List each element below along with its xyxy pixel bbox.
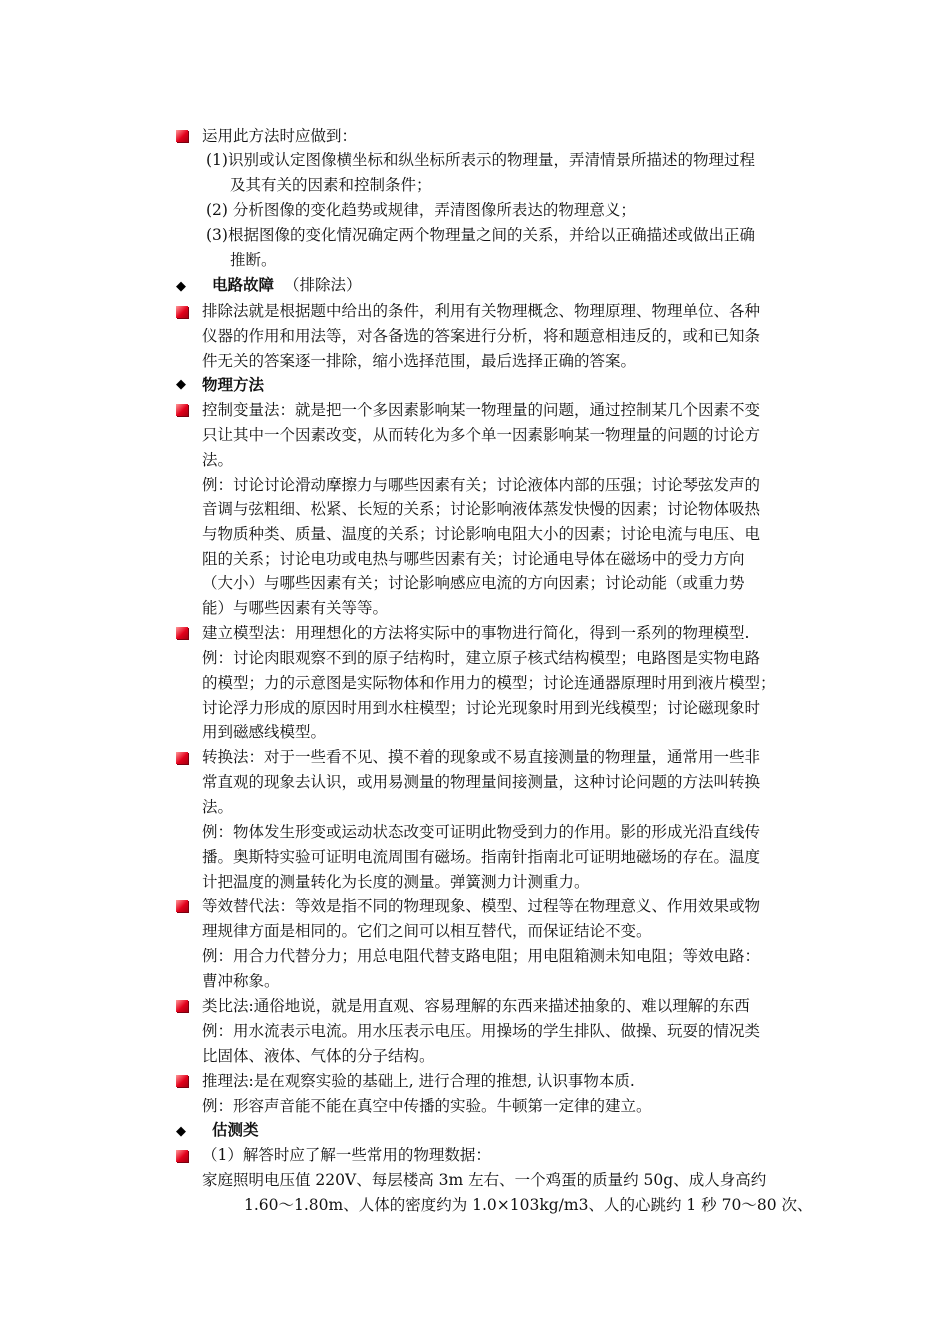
text-line: （1）解答时应了解一些常用的物理数据： — [202, 1146, 491, 1164]
section-heading-note: （排除法） — [284, 276, 362, 294]
text-line: 排除法就是根据题中给出的条件，利用有关物理概念、物理原理、物理单位、各种 — [202, 302, 761, 320]
text-line: 例：用合力代替分力；用总电阻代替支路电阻；用电阻箱测未知电阻；等效电路： — [202, 947, 761, 965]
text-line: 计把温度的测量转化为长度的测量。弹簧测力计测重力。 — [202, 873, 590, 891]
section-heading-estimation: 估测类 — [212, 1120, 259, 1139]
text-line: 及其有关的因素和控制条件； — [230, 176, 432, 194]
text-line: 理规律方面是相同的。它们之间可以相互替代，而保证结论不变。 — [202, 922, 652, 940]
text-line: 例：讨论肉眼观察不到的原子结构时，建立原子核式结构模型；电路图是实物电路 — [202, 649, 761, 667]
text-line: 播。奥斯特实验可证明电流周围有磁场。指南针指南北可证明地磁场的存在。温度 — [202, 848, 761, 866]
text-line: 例：讨论讨论滑动摩擦力与哪些因素有关；讨论液体内部的压强；讨论琴弦发声的 — [202, 476, 761, 494]
text-line: (3)根据图像的变化情况确定两个物理量之间的关系，并给以正确描述或做出正确 — [206, 226, 755, 244]
section-heading-physics-methods: 物理方法 — [202, 375, 265, 394]
text-line: 阻的关系；讨论电功或电热与哪些因素有关；讨论通电导体在磁场中的受力方向 — [202, 550, 745, 568]
red-square-bullet-icon — [176, 404, 188, 416]
text-line: 用到磁感线模型。 — [202, 723, 327, 741]
diamond-bullet-icon: ◆ — [176, 1124, 186, 1139]
section-heading-circuit-fault: 电路故障 — [212, 275, 275, 294]
text-line: 控制变量法：就是把一个多因素影响某一物理量的问题，通过控制某几个因素不变 — [202, 401, 761, 419]
text-line: (1)识别或认定图像横坐标和纵坐标所表示的物理量，弄清情景所描述的物理过程 — [206, 151, 755, 169]
text-line: 与物质种类、质量、温度的关系；讨论影响电阻大小的因素；讨论电流与电压、电 — [202, 525, 761, 543]
text-line: 曹冲称象。 — [202, 972, 280, 990]
text-line: 件无关的答案逐一排除，缩小选择范围，最后选择正确的答案。 — [202, 352, 637, 370]
text-line: 音调与弦粗细、松紧、长短的关系；讨论影响液体蒸发快慢的因素；讨论物体吸热 — [202, 500, 761, 518]
text-line: 建立模型法：用理想化的方法将实际中的事物进行简化，得到一系列的物理模型. — [202, 624, 750, 642]
text-line: 比固体、液体、气体的分子结构。 — [202, 1047, 435, 1065]
red-square-bullet-icon — [176, 1150, 188, 1162]
red-square-bullet-icon — [176, 1000, 188, 1012]
text-line: (2) 分析图像的变化趋势或规律，弄清图像所表达的物理意义； — [206, 201, 636, 219]
text-line: 仪器的作用和用法等，对各备选的答案进行分析，将和题意相违反的，或和已知条 — [202, 327, 761, 345]
red-square-bullet-icon — [176, 627, 188, 639]
text-line: 的模型；力的示意图是实际物体和作用力的模型；讨论连通器原理时用到液片模型； — [202, 674, 776, 692]
text-line: 家庭照明电压值 220V、每层楼高 3m 左右、一个鸡蛋的质量约 50g、成人身高约 — [202, 1171, 767, 1189]
text-line: （大小）与哪些因素有关；讨论影响感应电流的方向因素；讨论动能（或重力势 — [202, 574, 745, 592]
text-line: 例：形容声音能不能在真空中传播的实验。牛顿第一定律的建立。 — [202, 1097, 652, 1115]
red-square-bullet-icon — [176, 130, 188, 142]
text-line: 能）与哪些因素有关等等。 — [202, 599, 389, 617]
text-line: 运用此方法时应做到： — [202, 127, 358, 145]
red-square-bullet-icon — [176, 900, 188, 912]
text-line: 推理法:是在观察实验的基础上, 进行合理的推想, 认识事物本质. — [202, 1072, 635, 1090]
text-line: 法。 — [202, 798, 234, 816]
text-line: 讨论浮力形成的原因时用到水柱模型；讨论光现象时用到光线模型；讨论磁现象时 — [202, 699, 761, 717]
red-square-bullet-icon — [176, 306, 188, 318]
text-line: 转换法：对于一些看不见、摸不着的现象或不易直接测量的物理量，通常用一些非 — [202, 748, 761, 766]
text-line: 只让其中一个因素改变，从而转化为多个单一因素影响某一物理量的问题的讨论方 — [202, 426, 761, 444]
text-line: 推断。 — [230, 251, 277, 269]
text-line: 1.60～1.80m、人体的密度约为 1.0×103kg/m3、人的心跳约 1 秒 70～80 次、 — [244, 1196, 813, 1214]
text-line: 常直观的现象去认识，或用易测量的物理量间接测量，这种讨论问题的方法叫转换 — [202, 773, 761, 791]
text-line: 例：用水流表示电流。用水压表示电压。用操场的学生排队、做操、玩耍的情况类 — [202, 1022, 761, 1040]
text-line: 等效替代法：等效是指不同的物理现象、模型、过程等在物理意义、作用效果或物 — [202, 897, 761, 915]
diamond-bullet-icon: ◆ — [176, 279, 186, 294]
text-line: 例：物体发生形变或运动状态改变可证明此物受到力的作用。影的形成光沿直线传 — [202, 823, 761, 841]
text-line: 法。 — [202, 451, 234, 469]
diamond-bullet-icon: ◆ — [176, 377, 186, 392]
text-line: 类比法:通俗地说，就是用直观、容易理解的东西来描述抽象的、难以理解的东西 — [202, 997, 750, 1015]
red-square-bullet-icon — [176, 1075, 188, 1087]
red-square-bullet-icon — [176, 752, 188, 764]
